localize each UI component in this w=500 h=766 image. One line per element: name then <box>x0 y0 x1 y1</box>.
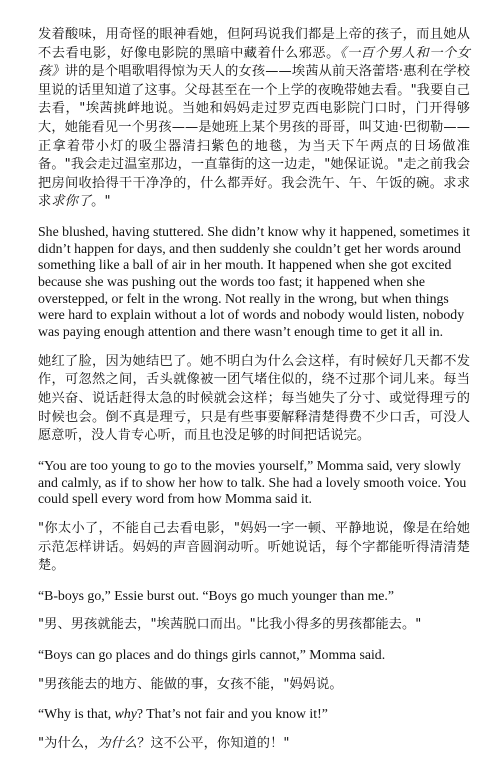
text-run: 她红了脸，因为她结巴了。她不明白为什么会这样，有时候好几天都不发作，可忽然之间，舌头就像被一团气堵住似的，绕不过那个词儿来。每当她兴奋、说话赶得太急的时候就会这样；每当她失了分寸、或觉得理亏的时候也会。倒不真是理亏，只是有些事要解释清楚得费不少口舌，可没人愿意听，没人肯专心听，而且也没足够的时间把话说完。 <box>38 353 470 444</box>
text-run: "为什么， <box>38 736 98 752</box>
paragraph-en-5 <box>38 706 470 723</box>
document-page <box>38 26 470 766</box>
text-run: ? That’s not fair and you know it!” <box>136 706 328 722</box>
paragraph-zh-3 <box>38 520 470 576</box>
emphasis-italic: 为什么 <box>97 736 138 752</box>
text-run: ？这不公平，你知道的！" <box>137 736 290 752</box>
paragraph-en-1 <box>38 224 470 341</box>
text-run: “Why is that, <box>38 706 115 722</box>
paragraph-zh-6 <box>38 735 470 754</box>
emphasis-italic: 求你了 <box>51 194 92 210</box>
text-run: "男、男孩就能去，"埃茜脱口而出。"比我小得多的男孩都能去。" <box>38 617 422 633</box>
text-run: 发着酸味，用奇怪的眼神看她，但阿玛说我们都是上帝的孩子，而且她从不去看电影，好像电影院的黑暗中藏着什么邪恶。 <box>38 27 470 61</box>
emphasis-italic: why <box>114 706 137 722</box>
paragraph-zh-1 <box>38 26 470 212</box>
text-run: "男孩能去的地方、能做的事，女孩不能，"妈妈说。 <box>38 676 343 692</box>
text-run: 讲的是个唱歌唱得惊为天人的女孩——埃茜从前天洛蕾塔·惠利在学校里说的话里知道了这事。父母甚至在一个上学的夜晚带她去看。"我要自己去看，"埃茜挑衅地说。当她和妈妈走过罗克西电影院门口时，门开得够大，她能看见一个男孩——是她班上某个男孩的哥哥，叫艾迪·巴彻勒——正拿着带小灯的吸尘器清扫紫色的地毯，为当天下午两点的日场做准备。"我会走过温室那边，一直靠街的这一边走，"她保证说。"走之前我会把房间收拾得干干净净的，什么都弄好。我会洗午、午、午饭的碗。求求求 <box>38 64 471 210</box>
text-run: “You are too young to go to the movies yourself,” Momma said, very slowly and calmly, as if to show her how to talk. She had a lovely smooth voice. You could spell every word from how Momma said it. <box>38 457 467 507</box>
text-run: “B-boys go,” Essie burst out. “Boys go much younger than me.” <box>38 587 394 603</box>
text-run: She blushed, having stuttered. She didn’t know why it happened, sometimes it didn’t happen for days, and then suddenly she couldn’t get her words around something like a ball of air in her mouth. It happened when she got excited because she was pushing out the words too fast; it happened when she overstepped, or felt in the wrong. Not really in the wrong, but when things were hard to explain without a lot of words and nobody would listen, nobody was paying enough attention and there wasn’t enough time to get it all in. <box>38 223 470 340</box>
paragraph-en-3 <box>38 588 470 605</box>
paragraph-en-4 <box>38 647 470 664</box>
text-run: 。" <box>91 194 111 210</box>
paragraph-zh-5 <box>38 676 470 695</box>
paragraph-zh-4 <box>38 616 470 635</box>
text-run: "你太小了，不能自己去看电影，"妈妈一字一顿、平静地说，像是在给她示范怎样讲话。妈妈的声音圆润动听。听她说话，每个字都能听得清清楚楚。 <box>38 520 470 574</box>
paragraph-zh-2 <box>38 353 470 446</box>
paragraph-en-2 <box>38 458 470 508</box>
text-run: “Boys can go places and do things girls cannot,” Momma said. <box>38 647 386 663</box>
book-title-italic: 《一百个男人和一个女孩》 <box>38 45 470 80</box>
